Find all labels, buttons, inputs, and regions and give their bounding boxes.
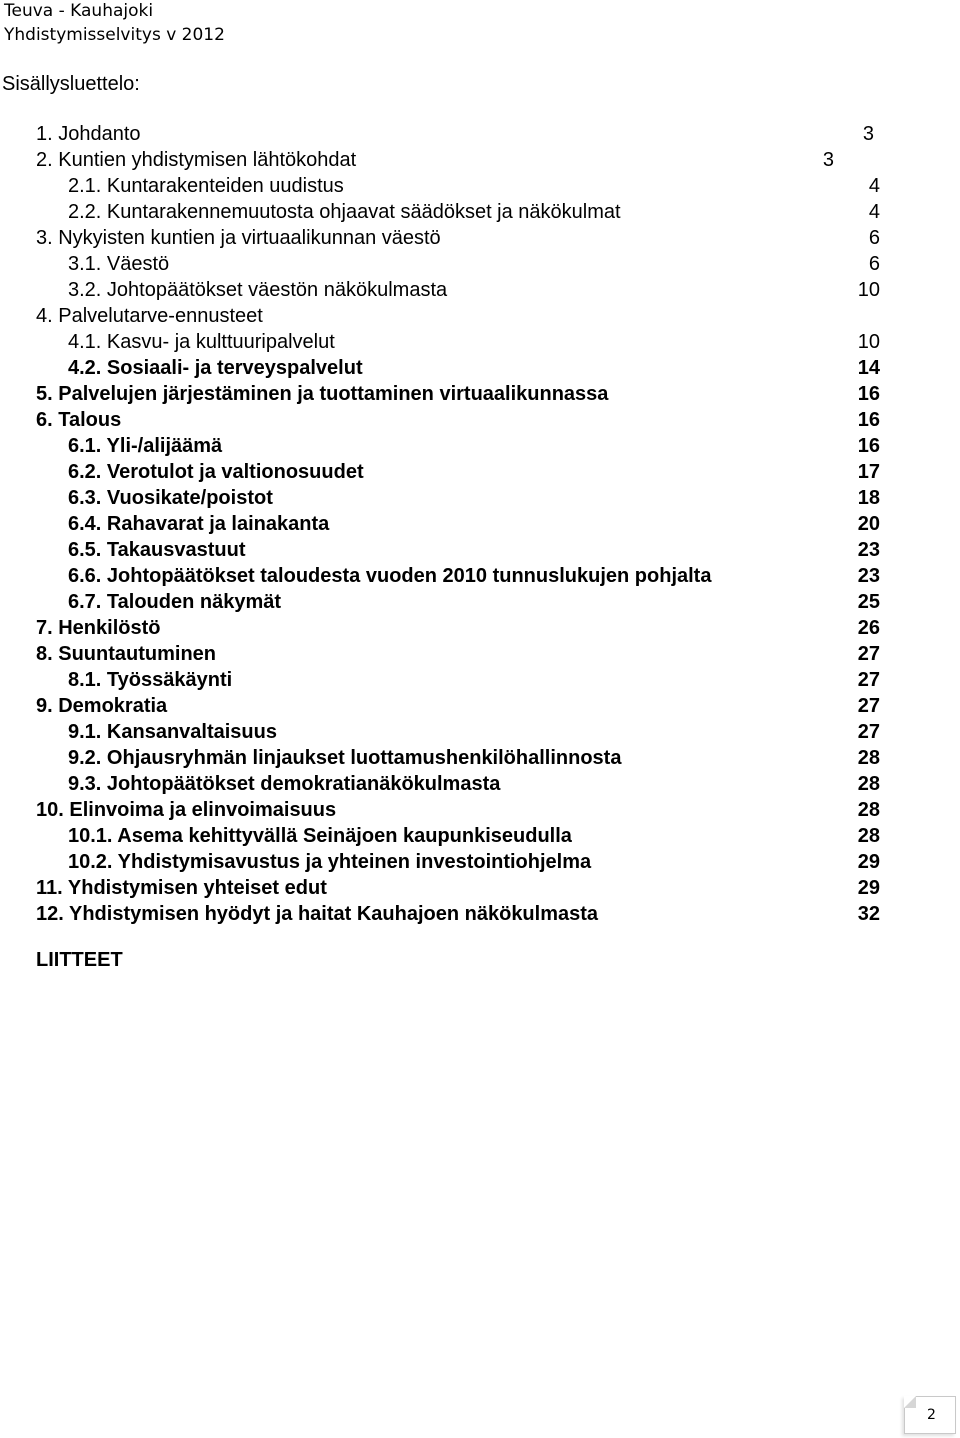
toc-entry-label: 3.1. Väestö xyxy=(68,253,170,275)
toc-entry-label: 11. Yhdistymisen yhteiset edut xyxy=(36,877,327,899)
toc-entry-page: 3 xyxy=(822,149,834,171)
toc-entry-label: 6. Talous xyxy=(36,409,122,431)
toc-entry-page: 27 xyxy=(857,669,880,691)
toc-entry-label: 10.1. Asema kehittyvällä Seinäjoen kaupunkiseudulla xyxy=(68,825,572,847)
toc-entry-page: 6 xyxy=(868,227,880,249)
toc-entry-page: 20 xyxy=(857,513,880,535)
toc-entry-page: 18 xyxy=(857,487,880,509)
appendix-heading: LIITTEET xyxy=(36,949,123,971)
toc-entry-label: 6.5. Takausvastuut xyxy=(68,539,246,561)
page-number: 2 xyxy=(927,1407,936,1423)
toc-entry-label: 4.1. Kasvu- ja kulttuuripalvelut xyxy=(68,331,335,353)
toc-entry-page: 23 xyxy=(857,565,880,587)
toc-entry-label: 2. Kuntien yhdistymisen lähtökohdat xyxy=(36,149,357,171)
toc-entry-page: 10 xyxy=(857,279,880,301)
toc-entry-page: 16 xyxy=(857,409,880,431)
toc-entry-page: 16 xyxy=(857,383,880,405)
toc-entry-page: 17 xyxy=(857,461,880,483)
toc-entry-label: 4.2. Sosiaali- ja terveyspalvelut xyxy=(68,357,363,379)
toc-title: Sisällysluettelo: xyxy=(2,73,140,95)
toc-entry-page: 28 xyxy=(857,825,880,847)
toc-entry-page: 4 xyxy=(868,201,880,223)
toc-entry-label: 4. Palvelutarve-ennusteet xyxy=(36,305,263,327)
toc-entry-page: 26 xyxy=(857,617,880,639)
toc-entry-label: 10. Elinvoima ja elinvoimaisuus xyxy=(36,799,337,821)
toc-entry-page: 3 xyxy=(862,123,874,145)
toc-entry-page: 6 xyxy=(868,253,880,275)
toc-entry-label: 10.2. Yhdistymisavustus ja yhteinen investointiohjelma xyxy=(68,851,592,873)
toc-entry-label: 12. Yhdistymisen hyödyt ja haitat Kauhajoen näkökulmasta xyxy=(36,903,599,925)
toc-entry-label: 9.2. Ohjausryhmän linjaukset luottamushenkilöhallinnosta xyxy=(68,747,622,769)
toc-entry-page: 32 xyxy=(857,903,880,925)
document-header-title: Teuva - Kauhajoki xyxy=(4,1,154,21)
toc-entry-label: 7. Henkilöstö xyxy=(36,617,161,639)
toc-entry-label: 6.2. Verotulot ja valtionosuudet xyxy=(68,461,364,483)
toc-entry-page: 28 xyxy=(857,747,880,769)
toc-entry-label: 9. Demokratia xyxy=(36,695,168,717)
toc-entry-label: 6.6. Johtopäätökset taloudesta vuoden 2010 tunnuslukujen pohjalta xyxy=(68,565,712,587)
document-header-subtitle: Yhdistymisselvitys v 2012 xyxy=(4,25,225,45)
toc-entry-page: 27 xyxy=(857,721,880,743)
toc-entry-label: 6.7. Talouden näkymät xyxy=(68,591,282,613)
page-number-box xyxy=(904,1396,956,1434)
toc-entry-label: 8. Suuntautuminen xyxy=(36,643,216,665)
toc-entry-page: 25 xyxy=(857,591,880,613)
toc-entry-label: 9.1. Kansanvaltaisuus xyxy=(68,721,277,743)
toc-entry-page: 4 xyxy=(868,175,880,197)
toc-entry-page: 16 xyxy=(857,435,880,457)
toc-entry-page: 23 xyxy=(857,539,880,561)
toc-entry-page: 10 xyxy=(857,331,880,353)
toc-entry-page: 29 xyxy=(857,851,880,873)
toc-entry-label: 3. Nykyisten kuntien ja virtuaalikunnan väestö xyxy=(36,227,441,249)
toc-entry-page: 27 xyxy=(857,643,880,665)
toc-entry-label: 2.2. Kuntarakennemuutosta ohjaavat säädökset ja näkökulmat xyxy=(68,201,621,223)
toc-entry-label: 9.3. Johtopäätökset demokratianäkökulmasta xyxy=(68,773,501,795)
toc-entry-page: 28 xyxy=(857,773,880,795)
toc-entry-label: 1. Johdanto xyxy=(36,123,141,145)
toc-entry-page: 29 xyxy=(857,877,880,899)
toc-entry-label: 6.1. Yli-/alijäämä xyxy=(68,435,223,457)
toc-entry-page: 27 xyxy=(857,695,880,717)
toc-entry-page: 28 xyxy=(857,799,880,821)
toc-entry-label: 3.2. Johtopäätökset väestön näkökulmasta xyxy=(68,279,448,301)
toc-entry-label: 2.1. Kuntarakenteiden uudistus xyxy=(68,175,344,197)
toc-entry-label: 8.1. Työssäkäynti xyxy=(68,669,233,691)
toc-entry-label: 5. Palvelujen järjestäminen ja tuottaminen virtuaalikunnassa xyxy=(36,383,609,405)
toc-entry-label: 6.3. Vuosikate/poistot xyxy=(68,487,273,509)
toc-entry-label: 6.4. Rahavarat ja lainakanta xyxy=(68,513,330,535)
toc-entry-page: 14 xyxy=(857,357,880,379)
